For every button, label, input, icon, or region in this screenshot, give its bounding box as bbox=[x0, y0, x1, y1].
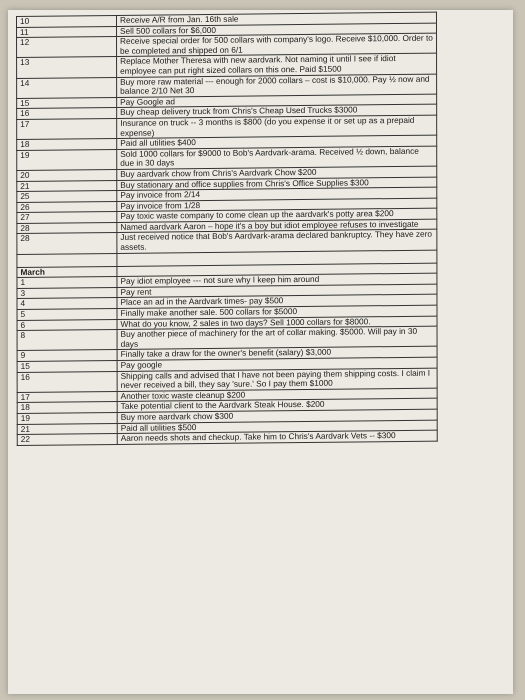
day-cell: 10 bbox=[17, 15, 117, 27]
description-cell: Pay rent bbox=[117, 284, 437, 298]
description-cell: Pay invoice from 1/28 bbox=[117, 198, 437, 212]
description-cell: Receive special order for 500 collars with company's logo. Receive $10,000. Order to be completed and shipped on 6/1 bbox=[117, 33, 437, 57]
description-cell: Sell 500 collars for $6,000 bbox=[117, 23, 437, 37]
month-label: March bbox=[17, 266, 117, 278]
day-cell: 16 bbox=[17, 108, 117, 120]
day-cell: 18 bbox=[17, 139, 117, 151]
description-cell: Pay idiot employee --- not sure why I keep him around bbox=[117, 273, 437, 287]
description-cell: Pay google bbox=[117, 357, 437, 371]
description-cell: Aaron needs shots and checkup. Take him to Chris's Aardvark Vets -- $300 bbox=[117, 430, 437, 444]
description-cell: Insurance on truck -- 3 months is $800 (do you expense it or set up as a prepaid expense) bbox=[117, 115, 437, 139]
description-cell: Buy more aardvark chow $300 bbox=[117, 409, 437, 423]
day-cell: 25 bbox=[17, 191, 117, 203]
description-cell: Just received notice that Bob's Aardvark-arama declared bankruptcy. They have zero assets. bbox=[117, 230, 437, 254]
description-cell: Pay invoice from 2/14 bbox=[117, 187, 437, 201]
description-cell: Buy stationary and office supplies from Chris's Office Supplies $300 bbox=[117, 177, 437, 191]
day-cell: 28 bbox=[17, 222, 117, 234]
description-cell: Replace Mother Theresa with new aardvark. Not naming it until I see if idiot employee can put right sized collars on this one. Paid $1500 bbox=[117, 53, 437, 77]
day-cell: 8 bbox=[17, 330, 117, 351]
description-cell: Sold 1000 collars for $9000 to Bob's Aardvark-arama. Received ½ down, balance due in 30 days bbox=[117, 146, 437, 170]
description-cell: Finally make another sale. 500 collars for $5000 bbox=[117, 305, 437, 319]
day-cell: 17 bbox=[17, 118, 117, 139]
day-cell: 4 bbox=[17, 298, 117, 310]
description-cell: Pay toxic waste company to come clean up the aardvark's potty area $200 bbox=[117, 208, 437, 222]
description-cell: Finally take a draw for the owner's benefit (salary) $3,000 bbox=[117, 347, 437, 361]
description-cell: What do you know, 2 sales in two days? Sell 1000 collars for $8000. bbox=[117, 316, 437, 330]
day-cell: 5 bbox=[17, 308, 117, 320]
day-cell: 13 bbox=[17, 57, 117, 78]
day-cell: 27 bbox=[17, 212, 117, 224]
day-cell: 21 bbox=[17, 180, 117, 192]
description-cell: Buy more raw material --- enough for 2000 collars – cost is $10,000. Pay ½ now and balance 2/10 Net 30 bbox=[117, 74, 437, 98]
description-cell: Buy cheap delivery truck from Chris's Cheap Used Trucks $3000 bbox=[117, 104, 437, 118]
day-cell: 21 bbox=[17, 423, 117, 435]
ledger-sheet bbox=[16, 11, 477, 694]
description-cell: Pay Google ad bbox=[117, 94, 437, 108]
day-cell: 15 bbox=[17, 360, 117, 372]
description-cell: Buy another piece of machinery for the art of collar making. $5000. Will pay in 30 days bbox=[117, 326, 437, 350]
transactions-table-body bbox=[17, 12, 438, 445]
description-cell: Buy aardvark chow from Chris's Aardvark Chow $200 bbox=[117, 166, 437, 180]
day-cell: 26 bbox=[17, 201, 117, 213]
day-cell: 1 bbox=[17, 277, 117, 289]
day-cell: 18 bbox=[17, 402, 117, 414]
day-cell: 20 bbox=[17, 169, 117, 181]
transactions-table bbox=[16, 12, 438, 446]
description-cell: Named aardvark Aaron – hope it's a boy but idiot employee refuses to investigate bbox=[117, 219, 437, 233]
day-cell: 16 bbox=[17, 371, 117, 392]
day-cell: 14 bbox=[17, 77, 117, 98]
paper-sheet bbox=[8, 10, 513, 694]
day-cell: 12 bbox=[17, 37, 117, 58]
description-cell: Another toxic waste cleanup $200 bbox=[117, 388, 437, 402]
day-cell: 6 bbox=[17, 319, 117, 331]
day-cell: 15 bbox=[17, 97, 117, 109]
description-cell: Receive A/R from Jan. 16th sale bbox=[116, 12, 436, 26]
day-cell: 19 bbox=[17, 412, 117, 424]
description-cell: Shipping calls and advised that I have not been paying them shipping costs. I claim I never received a bill, they say 'sure.' So I pay them $1000 bbox=[117, 368, 437, 392]
day-cell bbox=[17, 253, 117, 267]
day-cell: 9 bbox=[17, 350, 117, 362]
description-cell: Paid all utilities $400 bbox=[117, 135, 437, 149]
description-cell: Take potential client to the Aardvark Steak House. $200 bbox=[117, 398, 437, 412]
day-cell: 19 bbox=[17, 149, 117, 170]
day-cell: 17 bbox=[17, 391, 117, 403]
day-cell: 11 bbox=[17, 26, 117, 38]
description-cell: Paid all utilities $500 bbox=[117, 420, 437, 434]
day-cell: 22 bbox=[17, 434, 117, 446]
day-cell: 3 bbox=[17, 287, 117, 299]
day-cell: 28 bbox=[17, 233, 117, 254]
description-cell: Place an ad in the Aardvark times- pay $500 bbox=[117, 295, 437, 309]
